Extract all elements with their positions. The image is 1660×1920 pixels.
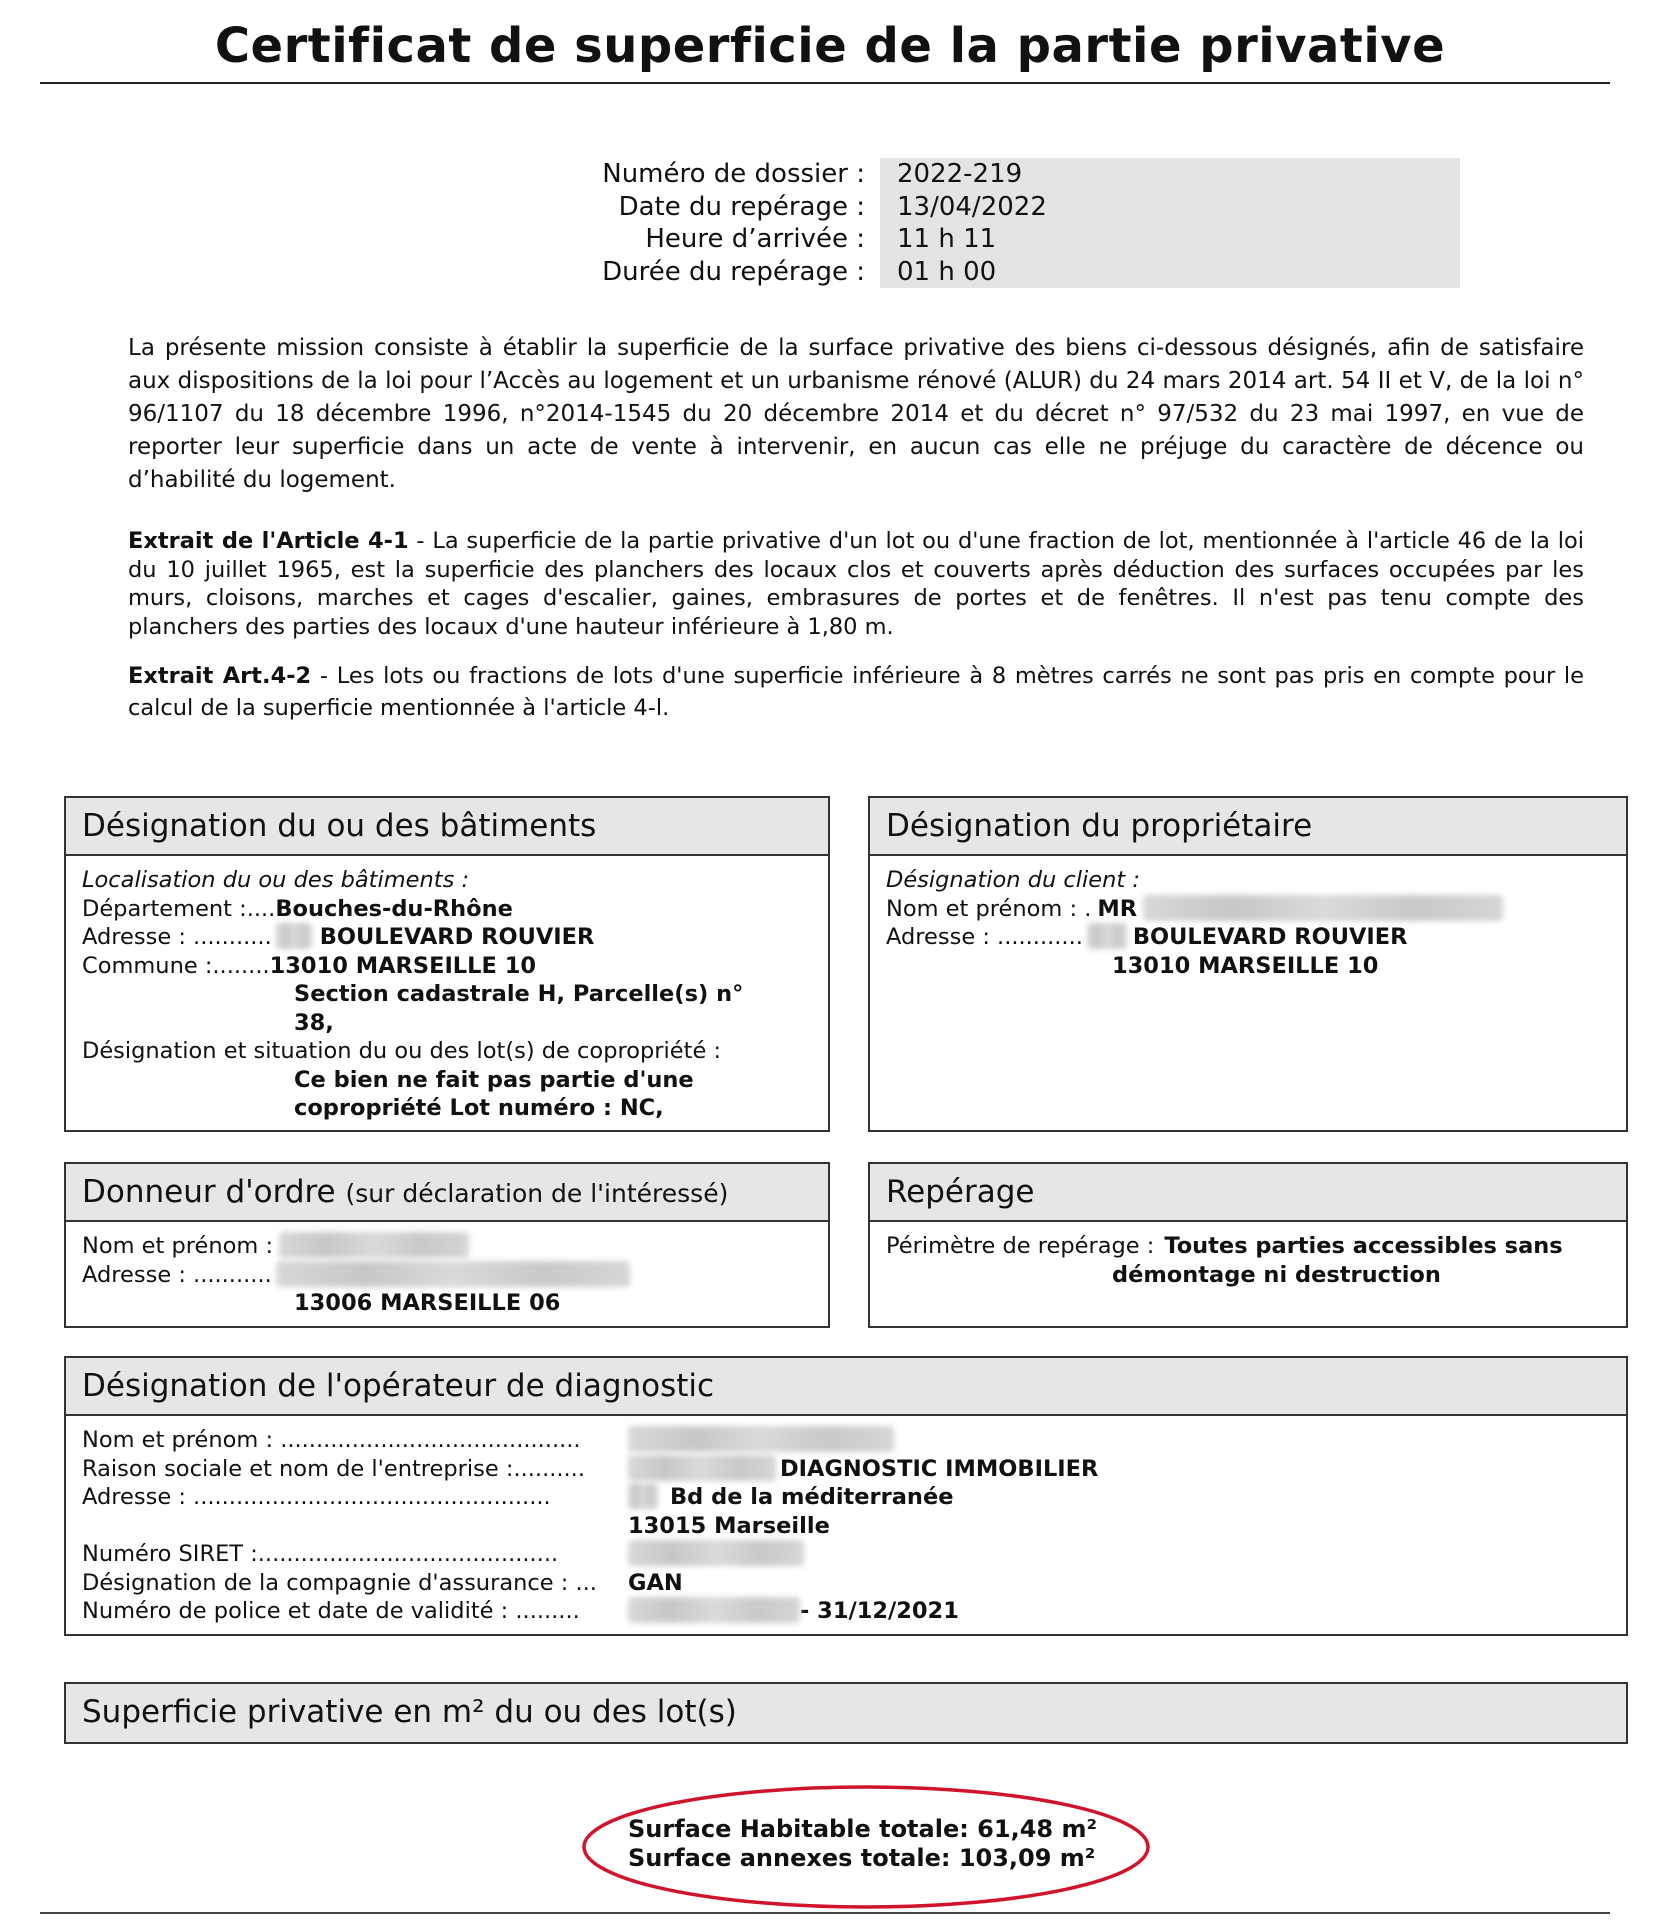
owner-address-line-2: 13010 MARSEILLE 10 [1112, 952, 1379, 979]
commune-row [82, 952, 812, 981]
client-order-subtitle: (sur déclaration de l'intéressé) [345, 1179, 729, 1208]
private-area-section [64, 1682, 1628, 1744]
lot-designation-label: Désignation et situation du ou des lot(s) de copropriété : [82, 1038, 722, 1064]
client-order-name-label: Nom et prénom : [82, 1233, 274, 1259]
location-label: Localisation du ou des bâtiments : [82, 867, 470, 893]
survey-date-value: 13/04/2022 [897, 191, 1047, 222]
client-order-address-line-2: 13006 MARSEILLE 06 [294, 1290, 561, 1316]
survey-duration-label: Durée du repérage : [602, 256, 865, 287]
dossier-row [500, 223, 1460, 256]
owner-name-value: MR [1097, 895, 1138, 922]
article-4-1-extract [128, 527, 1584, 642]
siret-row [82, 1540, 1610, 1569]
owner-section-body [870, 856, 1626, 980]
redacted-siret-number [628, 1540, 804, 1566]
redacted-company-name [628, 1455, 776, 1481]
survey-scope-section-title: Repérage [870, 1164, 1626, 1222]
dossier-row [500, 158, 1460, 191]
owner-name-label: Nom et prénom : . [886, 895, 1092, 922]
client-order-section [64, 1162, 830, 1328]
owner-address-value: BOULEVARD ROUVIER [1132, 924, 1408, 950]
department-row [82, 895, 812, 924]
redacted-operator-street-number [628, 1483, 658, 1509]
dossier-row [500, 256, 1460, 289]
area-totals [628, 1815, 1097, 1873]
article-4-2-extract [128, 660, 1584, 724]
survey-date-label: Date du repérage : [618, 191, 865, 222]
operator-name-row [82, 1426, 1610, 1455]
operator-section-body [66, 1416, 1626, 1626]
insurance-row [82, 1569, 1610, 1598]
arrival-time-value: 11 h 11 [897, 224, 997, 254]
operator-company-label: Raison sociale et nom de l'entreprise :.......... [82, 1455, 585, 1482]
cadastral-section-line: Section cadastrale H, Parcelle(s) n° [294, 981, 744, 1007]
insurance-value: GAN [628, 1569, 683, 1596]
buildings-section [64, 796, 830, 1132]
policy-label: Numéro de police et date de validité : ......... [82, 1598, 580, 1624]
redacted-policy-number [628, 1597, 800, 1623]
operator-company-row [82, 1455, 1610, 1484]
client-order-section-body [66, 1222, 828, 1318]
owner-name-row [886, 895, 1610, 924]
owner-address-label: Adresse : ............ [886, 924, 1083, 950]
siret-label: Numéro SIRET :.......................................... [82, 1541, 559, 1567]
building-address-label: Adresse : ........... [82, 924, 272, 950]
habitable-area-total: Surface Habitable totale: 61,48 m² [628, 1815, 1097, 1843]
redacted-owner-street-number [1087, 923, 1127, 949]
dossier-number-value: 2022-219 [897, 159, 1023, 189]
policy-row [82, 1597, 1610, 1626]
title-divider [40, 82, 1610, 84]
article-4-2-text: - Les lots ou fractions de lots d'une superficie inférieure à 8 mètres carrés ne sont pas pris en compte pour le calcul de la superficie mentionnée à l'article 4-l. [128, 663, 1584, 721]
annex-area-total: Surface annexes totale: 103,09 m² [628, 1844, 1096, 1872]
article-4-2-heading: Extrait Art.4-2 [128, 663, 312, 689]
redacted-street-number [276, 923, 312, 949]
survey-duration-value: 01 h 00 [897, 256, 997, 287]
private-area-section-title: Superficie privative en m² du ou des lot(s) [66, 1684, 1626, 1742]
redacted-client-order-address [276, 1261, 630, 1287]
client-order-section-title [66, 1164, 828, 1222]
operator-address-line-2: 13015 Marseille [628, 1512, 830, 1539]
operator-address-row [82, 1483, 1610, 1512]
cadastral-parcel-line: 38, [294, 1009, 334, 1036]
article-4-1-heading: Extrait de l'Article 4-1 [128, 528, 409, 554]
client-label: Désignation du client : [886, 867, 1140, 893]
dossier-number-label: Numéro de dossier : [602, 159, 865, 189]
client-order-address-label: Adresse : ........... [82, 1261, 272, 1288]
redacted-owner-name [1143, 895, 1503, 921]
building-address-value: BOULEVARD ROUVIER [319, 924, 595, 950]
client-order-title: Donneur d'ordre [82, 1174, 336, 1210]
operator-address-value: Bd de la méditerranée [670, 1484, 954, 1510]
survey-scope-section-body [870, 1222, 1626, 1289]
owner-section [868, 796, 1628, 1132]
buildings-section-title: Désignation du ou des bâtiments [66, 798, 828, 856]
survey-perimeter-value-line-2: démontage ni destruction [1112, 1261, 1441, 1288]
operator-address-label: Adresse : .................................................. [82, 1484, 551, 1510]
dossier-row [500, 191, 1460, 224]
mission-intro-paragraph: La présente mission consiste à établir la superficie de la surface privative des biens ci-dessous désignés, afin de satisfaire aux dispositions de la loi pour l’Accès au logement et un urbanisme rénové (ALUR) du 24 mars 2014 art. 54 II et V, de la loi n° 96/1107 du 18 décembre 1996, n°2014-1545 du 20 décembre 2014 et du décret n° 97/532 du 23 mai 1997, en vue de reporter leur superficie dans un acte de vente à intervenir, en aucun cas elle ne préjuge du caractère de décence ou d’habilité du logement. [128, 335, 1584, 493]
redacted-client-order-name [279, 1232, 469, 1258]
survey-perimeter-label: Périmètre de repérage : [886, 1233, 1155, 1259]
policy-validity-value: - 31/12/2021 [800, 1598, 959, 1624]
owner-section-title: Désignation du propriétaire [870, 798, 1626, 856]
operator-name-label: Nom et prénom : .......................................... [82, 1427, 581, 1453]
operator-section [64, 1356, 1628, 1636]
client-order-address-row [82, 1261, 812, 1290]
redacted-operator-name [628, 1426, 894, 1452]
dossier-info [500, 158, 1460, 288]
owner-address-row [886, 923, 1610, 952]
commune-label: Commune :........ [82, 952, 270, 979]
buildings-section-body [66, 856, 828, 1123]
article-4-1-text: - La superficie de la partie privative d'un lot ou d'une fraction de lot, mentionnée à l'article 46 de la loi du 10 juillet 1965, est la superficie des planchers des locaux clos et couverts après déduction des surfaces occupées par les murs, cloisons, marches et cages d'escalier, gaines, embrasures de portes et de fenêtres. Il n'est pas tenu compte des planchers des parties des locaux d'une hauteur inférieure à 1,80 m. [128, 528, 1584, 641]
operator-section-title: Désignation de l'opérateur de diagnostic [66, 1358, 1626, 1416]
survey-perimeter-row [886, 1232, 1610, 1261]
arrival-time-label: Heure d’arrivée : [645, 224, 865, 254]
lot-designation-line-2: copropriété Lot numéro : NC, [294, 1095, 664, 1121]
insurance-label: Désignation de la compagnie d'assurance : ... [82, 1569, 597, 1596]
department-value: Bouches-du-Rhône [275, 895, 513, 922]
survey-perimeter-value: Toutes parties accessibles sans [1164, 1233, 1563, 1259]
department-label: Département :.... [82, 895, 276, 922]
bottom-divider [40, 1912, 1610, 1914]
operator-company-value: DIAGNOSTIC IMMOBILIER [780, 1455, 1099, 1482]
commune-value: 13010 MARSEILLE 10 [269, 952, 536, 979]
survey-scope-section [868, 1162, 1628, 1328]
building-address-row [82, 923, 812, 952]
client-order-name-row [82, 1232, 812, 1261]
lot-designation-line-1: Ce bien ne fait pas partie d'une [294, 1066, 694, 1093]
certificate-title: Certificat de superficie de la partie privative [214, 18, 1446, 74]
